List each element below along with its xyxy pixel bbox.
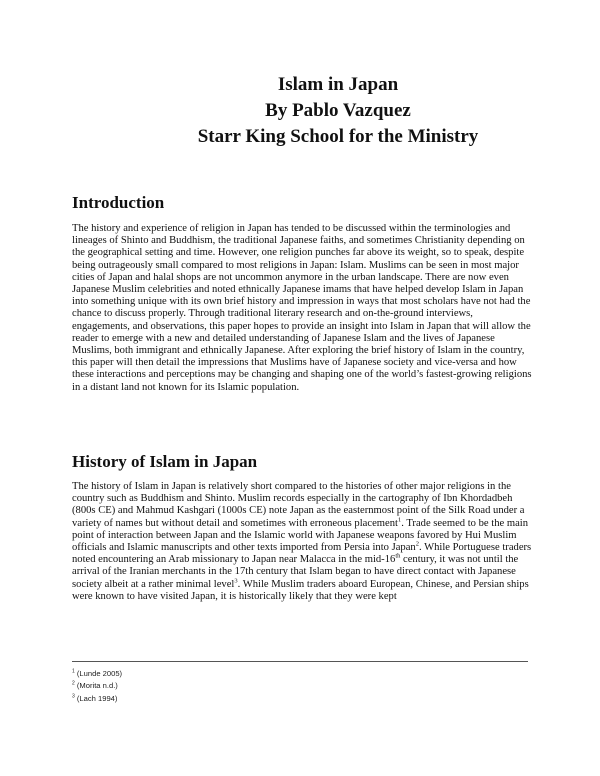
history-text-2: . Trade seemed to be the main point of interaction between Japan and the Islamic world with Japanese weapons favored by Hui Muslim officials and Islamic manuscripts and other texts imported from Persia into Japan (72, 517, 529, 554)
history-text-5: . While Muslim traders aboard European, Chinese, and Persian ships were known to have visited Japan, it is historically likely that they were kept (72, 578, 529, 602)
footnote-1 (72, 668, 122, 680)
footnote-separator (72, 661, 528, 662)
footnote-text: (Morita n.d.) (76, 681, 118, 691)
footnote-ref-2[interactable]: 2 (415, 540, 419, 548)
footnotes (72, 668, 122, 705)
author-line: By Pablo Vazquez (265, 100, 411, 121)
footnote-number: 2 (72, 680, 75, 687)
paper-title: Islam in Japan (277, 74, 399, 95)
history-text-3: . While Portuguese traders noted encountering an Arab missionary to Japan near Malacca in the mid-16 (72, 542, 532, 566)
footnote-number: 1 (72, 668, 75, 675)
title-block (0, 72, 600, 150)
history-text-1: The history of Islam in Japan is relatively short compared to the histories of other major religions in the country such as Buddhism and Shinto. Muslim records especially in the cartography of Ibn Khordadbeh (800s CE) and Mahmud Kashgari (1000s CE) note Japan as the easternmost point of the Silk Road under a variety of names but without detail and sometimes with erroneous placement (72, 481, 525, 529)
ordinal-suffix: th (395, 552, 401, 560)
footnote-ref-1[interactable]: 1 (397, 516, 402, 524)
history-heading: History of Islam in Japan (72, 452, 258, 471)
footnote-text: (Lunde 2005) (76, 669, 123, 678)
introduction-paragraph: The history and experience of religion in Japan has tended to be discussed within the terminologies and lineages of Shinto and Buddhism, the traditional Japanese faiths, and sometimes Christianity depending on the geographical setting and time. However, one religion punches far above its weight, so to speak, despite being outrageously small compared to most religions in Japan: Islam. Muslims can be seen in most major cities of Japan and halal shops are not uncommon anymore in the urban landscape. There are now even Japanese Muslim celebrities and noted ethnically Japanese imams that have helped develop Islam in Japan into something unique with its own brief history and impression in ways that most scholars have not had the chance to discuss properly. Through traditional literary research and on-the-ground interviews, engagements, and observations, this paper hopes to provide an insight into Islam in Japan that will allow the reader to emerge with a new and detailed understanding of Japanese Islam and the lives of Japanese Muslims, both immigrant and ethnically Japanese. After exploring the brief history of Islam in the country, this paper will then detail the impressions that Muslims have of Japanese society and vice-versa and how these interactions and perceptions may be changing and shaping one of the world’s fastest-growing religions in a distant land not known for its Islamic population. (72, 223, 532, 393)
footnote-number: 3 (72, 693, 75, 700)
footnote-2 (72, 680, 122, 692)
footnote-text: (Lach 1994) (76, 693, 118, 703)
history-text-4: century, it was not until the arrival of the Iranian merchants in the 17th century that Islam began to have direct contact with Japanese society albeit at a rather minimal level (72, 554, 519, 590)
footnote-3 (72, 693, 122, 705)
institution-line: Starr King School for the Ministry (197, 126, 479, 147)
introduction-heading: Introduction (72, 193, 165, 212)
history-paragraph (72, 481, 532, 603)
footnote-ref-3[interactable]: 3 (234, 577, 238, 585)
